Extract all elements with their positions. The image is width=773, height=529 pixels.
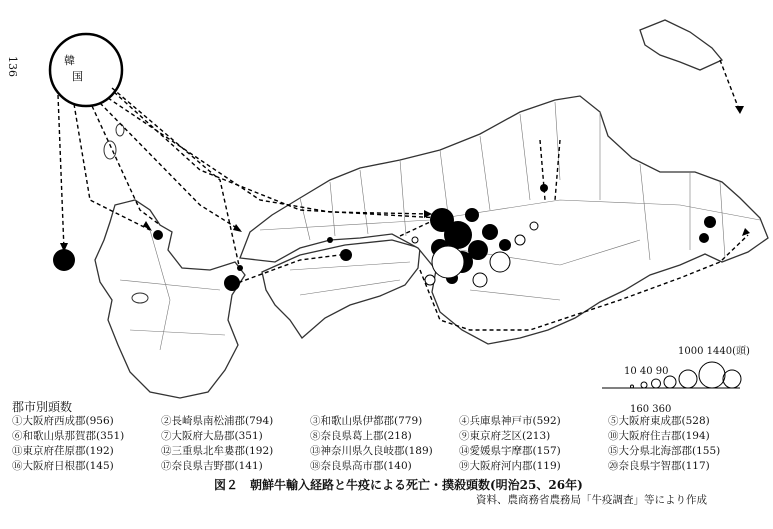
legend-entry: ⑧奈良県葛上郡(218) [310,430,412,442]
legend-entry: ⑫三重県北牟婁郡(192) [161,445,274,457]
figure-caption: 図２ 朝鮮牛輸入経路と牛疫による死亡・撲殺頭数(明治25、26年) [214,478,583,492]
legend-title: 郡市別頭数 [12,400,73,414]
scale-label-top: 1000 1440(頭) [678,346,750,357]
legend-row [12,444,757,459]
legend-entry: ⑰奈良県吉野郡(141) [161,460,263,472]
legend-row [12,459,757,474]
source-note: 資料、農商務省農務局「牛疫調査」等により作成 [476,494,707,506]
legend-entry: ⑥和歌山県那賀郡(351) [12,430,125,442]
legend-entry: ⑪東京府荏原郡(192) [12,445,114,457]
korea-label-1: 韓 [64,54,75,67]
legend-entry: ⑲大阪府河内郡(119) [459,460,561,472]
legend-entry: ②長崎県南松浦郡(794) [161,415,274,427]
legend-entry: ⑨東京府芝区(213) [459,430,551,442]
legend-row [12,429,757,444]
korea-label-2: 国 [72,70,83,83]
scale-label-bottom: 160 360 [630,404,672,415]
legend-entry: ⑱奈良県高市郡(140) [310,460,412,472]
legend-entry: ③和歌山県伊都郡(779) [310,415,423,427]
scale-circles [600,340,760,430]
legend-entry: ⑮大分県北海部郡(155) [608,445,721,457]
legend-entry: ⑯大阪府日根郡(145) [12,460,114,472]
north-island-fragment [640,20,722,70]
circle-size-scale [600,340,760,430]
scale-label-mid: 10 40 90 [624,366,669,377]
legend-entry: ⑩大阪府住吉郡(194) [608,430,710,442]
legend-entry: ④兵庫県神戸市(592) [459,415,561,427]
legend-entry: ⑳奈良県宇智郡(117) [608,460,710,472]
legend-entry: ⑤大阪府東成郡(528) [608,415,710,427]
legend-entry: ⑬神奈川県久良岐郡(189) [310,445,433,457]
page-number: 136 [6,56,19,77]
legend-entry: ①大阪府西成郡(956) [12,415,114,427]
legend-entry: ⑭愛媛県宇摩郡(157) [459,445,561,457]
korea-origin-circle [50,34,122,106]
legend-entry: ⑦大阪府大島郡(351) [161,430,263,442]
